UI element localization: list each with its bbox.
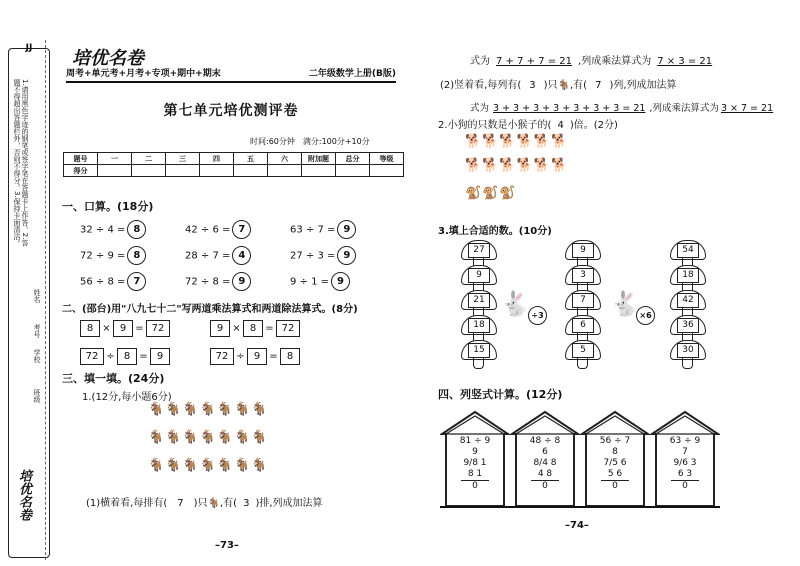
time-info: 时间:60分钟 满分:100分+10分 xyxy=(250,137,370,146)
oral-problem xyxy=(185,220,251,239)
score-header-row xyxy=(64,153,404,165)
equation-box[interactable]: 8 xyxy=(117,348,137,365)
score-header: 题号 xyxy=(64,153,98,165)
grade-label: 二年级数学上册(B版) xyxy=(308,69,396,79)
mushroom-value[interactable]: 15 xyxy=(468,343,490,358)
mushroom-cap xyxy=(565,240,601,260)
binding-code: JJ xyxy=(25,43,33,53)
page-number-right: –74– xyxy=(565,520,589,531)
section3-sub1: 1.(12分,每小题6分) xyxy=(82,392,172,403)
equation-box[interactable]: 9 xyxy=(150,348,170,365)
mushroom-cap xyxy=(670,265,706,285)
mushroom-cap xyxy=(565,290,601,310)
dog-icon: 🐕 xyxy=(550,134,569,149)
oral-question: 9 ÷ 1 = xyxy=(290,276,330,288)
house-content xyxy=(659,436,711,492)
house-quotient[interactable]: 8 xyxy=(612,447,618,457)
goat-array xyxy=(148,402,268,486)
house-remainder[interactable]: 0 xyxy=(682,481,688,491)
binding-field-id: 考号 xyxy=(33,324,41,338)
dog-icon: 🐕 xyxy=(465,134,483,149)
section2-title: 二、(邵台)用"八九七十二"写两道乘法算式和两道除法算式。(8分) xyxy=(62,304,358,315)
house-content xyxy=(449,436,501,492)
house-content xyxy=(589,436,641,492)
house-content xyxy=(519,436,571,492)
goat-icon: 🐐 xyxy=(251,430,269,445)
mushroom-value[interactable]: 36 xyxy=(677,318,699,333)
equation-operator: = xyxy=(139,351,148,362)
house-expression: 48 ÷ 8 xyxy=(529,436,561,446)
score-cell[interactable] xyxy=(200,165,234,177)
score-row xyxy=(64,165,404,177)
r-add-answer-1[interactable]: 7 + 7 + 7 = 21 xyxy=(496,56,573,67)
score-cell[interactable] xyxy=(234,165,268,177)
goat-icon: 🐐 xyxy=(233,430,252,445)
dog-icon: 🐕 xyxy=(482,158,500,173)
equation-operator: ÷ xyxy=(106,351,115,362)
r-line1 xyxy=(470,52,712,67)
house-product[interactable]: 8 1 xyxy=(461,469,489,481)
goat-icon: 🐐 xyxy=(251,402,269,417)
r-text: )列,列成加法算 xyxy=(609,80,677,91)
house-remainder[interactable]: 0 xyxy=(542,481,548,491)
equation-operator: × xyxy=(102,323,111,334)
r-mul-answer-1[interactable]: 7 × 3 = 21 xyxy=(657,56,713,67)
score-cell[interactable] xyxy=(98,165,132,177)
oral-answer[interactable]: 9 xyxy=(331,272,350,291)
binding-field-school: 学校 xyxy=(33,349,41,363)
oral-answer[interactable]: 9 xyxy=(337,246,356,265)
house-dividend[interactable]: 9/8 1 xyxy=(463,458,487,468)
mushroom-value[interactable]: 27 xyxy=(468,243,490,258)
mushroom-cap xyxy=(461,265,497,285)
oral-answer[interactable]: 8 xyxy=(127,246,146,265)
mushroom-value[interactable]: 7 xyxy=(572,293,594,308)
equation xyxy=(80,346,170,365)
oral-answer[interactable]: 8 xyxy=(127,220,146,239)
mushroom xyxy=(565,340,599,370)
house-dividend[interactable]: 7/5 6 xyxy=(603,458,627,468)
mushroom-value[interactable]: 9 xyxy=(572,243,594,258)
score-cell[interactable] xyxy=(132,165,166,177)
goat-row xyxy=(148,458,268,474)
equation-box[interactable]: 8 xyxy=(243,320,263,337)
series-subtitle: 周考+单元考+月考+专项+期中+期末 xyxy=(66,69,221,79)
equation-box[interactable]: 72 xyxy=(276,320,300,337)
equation-box[interactable]: 72 xyxy=(210,348,234,365)
score-header: 四 xyxy=(200,153,234,165)
oral-question: 63 ÷ 7 = xyxy=(290,224,336,236)
equation-box[interactable]: 9 xyxy=(113,320,133,337)
rabbit-icon: 🐇 xyxy=(500,290,530,318)
equation-box[interactable]: 8 xyxy=(80,320,100,337)
mushroom-cap xyxy=(461,290,497,310)
dog-icon: 🐕 xyxy=(499,134,517,149)
mushroom-value[interactable]: 18 xyxy=(677,268,699,283)
score-cell[interactable] xyxy=(336,165,370,177)
equation-box[interactable]: 9 xyxy=(210,320,230,337)
oral-question: 72 ÷ 9 = xyxy=(80,250,126,262)
binding-logo: 培优名卷 xyxy=(16,469,31,521)
monkey-icon: 🐒 xyxy=(499,186,517,201)
r-text: (2)竖着看,每列有( xyxy=(440,80,522,91)
equation-operator: = xyxy=(269,351,278,362)
oral-question: 42 ÷ 6 = xyxy=(185,224,231,236)
monkey-icon: 🐒 xyxy=(465,186,483,201)
dog-icon: 🐕 xyxy=(533,134,551,149)
oral-problem xyxy=(185,272,251,291)
mushroom-cap xyxy=(670,340,706,360)
house-expression: 63 ÷ 9 xyxy=(669,436,701,446)
goat-row xyxy=(148,402,268,418)
binding-strip xyxy=(8,43,50,558)
dog-icon: 🐕 xyxy=(533,158,551,173)
mushroom-cap xyxy=(461,315,497,335)
section3-title: 三、填一填。(24分) xyxy=(62,372,165,385)
binding-notes: 1.请用黑色字迹的钢笔或签字笔在答题卡上作答。2.答题不得超出答题栏外，否则不得分。3.保持卡面清洁。 xyxy=(13,79,29,247)
score-header: 三 xyxy=(166,153,200,165)
equation-operator: = xyxy=(265,323,274,334)
house-dividend[interactable]: 8/4 8 xyxy=(533,458,557,468)
oral-answer[interactable]: 4 xyxy=(232,246,251,265)
equation-box[interactable]: 72 xyxy=(80,348,104,365)
op-divide-3: ÷3 xyxy=(528,306,547,325)
header-bar xyxy=(66,66,396,83)
mushroom-value[interactable]: 30 xyxy=(677,343,699,358)
dog-row xyxy=(465,158,585,174)
dog-icon: 🐕 xyxy=(516,134,534,149)
r-text: ,有( xyxy=(569,80,588,91)
r-text: )只 xyxy=(543,80,558,91)
mushroom-cap xyxy=(461,340,497,360)
house-remainder[interactable]: 0 xyxy=(612,481,618,491)
goat-icon: 🐐 xyxy=(199,402,217,417)
goat-icon: 🐐 xyxy=(182,430,200,445)
oral-answer[interactable]: 7 xyxy=(127,272,146,291)
mushroom-stem xyxy=(682,358,693,369)
section4-title: 四、列竖式计算。(12分) xyxy=(438,388,563,401)
score-header: 总分 xyxy=(336,153,370,165)
oral-question: 72 ÷ 8 = xyxy=(185,276,231,288)
monkey-icon: 🐒 xyxy=(482,186,500,201)
oral-problem xyxy=(80,272,146,291)
equation-operator: = xyxy=(135,323,144,334)
brand-logo: 培优名卷 xyxy=(72,48,144,69)
dog-icon: 🐕 xyxy=(516,158,534,173)
goat-icon: 🐐 xyxy=(233,458,252,473)
mushroom-value[interactable]: 9 xyxy=(468,268,490,283)
mushroom-cap xyxy=(670,240,706,260)
mushroom-cap xyxy=(565,340,601,360)
mushroom-value[interactable]: 54 xyxy=(677,243,699,258)
r-mul-answer-2[interactable]: 3 × 7 = 21 xyxy=(720,103,774,114)
q1-text: )排,列成加法算 xyxy=(255,498,323,509)
goat-icon: 🐐 xyxy=(216,430,234,445)
score-cell[interactable] xyxy=(268,165,302,177)
q2-text: 2.小狗的只数是小猴子的( xyxy=(438,120,552,131)
house-expression: 56 ÷ 7 xyxy=(599,436,631,446)
equation-operator: ÷ xyxy=(236,351,245,362)
r-text: 式为 xyxy=(470,56,490,67)
house-quotient[interactable]: 6 xyxy=(542,447,548,457)
q2-blank[interactable]: 4 xyxy=(557,120,564,131)
house-expression: 81 ÷ 9 xyxy=(459,436,491,446)
goat-icon: 🐐 xyxy=(148,430,166,445)
score-header: 一 xyxy=(98,153,132,165)
q3-title: 3.填上合适的数。(10分) xyxy=(438,226,552,237)
mushroom-value[interactable]: 21 xyxy=(468,293,490,308)
score-header: 五 xyxy=(234,153,268,165)
mushroom-cap xyxy=(670,315,706,335)
r-blank-cols[interactable]: 7 xyxy=(595,80,602,91)
equation-box[interactable]: 9 xyxy=(247,348,267,365)
mushroom-value[interactable]: 5 xyxy=(572,343,594,358)
oral-problem xyxy=(80,246,146,265)
goat-icon: 🐐 xyxy=(233,402,252,417)
house-product[interactable]: 4 8 xyxy=(531,469,559,481)
r-add-answer-2[interactable]: 3 + 3 + 3 + 3 + 3 + 3 + 3 = 21 xyxy=(493,103,646,114)
mushroom xyxy=(461,340,495,370)
oral-answer[interactable]: 9 xyxy=(337,220,356,239)
goat-icon: 🐐 xyxy=(207,498,220,509)
r-line3 xyxy=(470,100,773,114)
q1-text: ,有( xyxy=(219,498,238,509)
goat-icon: 🐐 xyxy=(216,458,234,473)
house-quotient[interactable]: 7 xyxy=(682,447,688,457)
mushroom-cap xyxy=(565,265,601,285)
oral-question: 28 ÷ 7 = xyxy=(185,250,231,262)
oral-problem xyxy=(290,220,356,239)
mushroom-cap xyxy=(461,240,497,260)
oral-question: 56 ÷ 8 = xyxy=(80,276,126,288)
goat-icon: 🐐 xyxy=(199,458,217,473)
r-blank-per-col[interactable]: 3 xyxy=(529,80,536,91)
oral-problem xyxy=(80,220,146,239)
house-product[interactable]: 6 3 xyxy=(671,469,699,481)
r-text: ,列成乘法算式为 xyxy=(649,103,719,114)
house-quotient[interactable]: 9 xyxy=(472,447,478,457)
house-dividend[interactable]: 9/6 3 xyxy=(673,458,697,468)
oral-answer[interactable]: 7 xyxy=(232,220,251,239)
score-cell[interactable] xyxy=(166,165,200,177)
mushroom xyxy=(670,340,704,370)
q2-text: )倍。(2分) xyxy=(569,120,618,131)
mushroom-value[interactable]: 42 xyxy=(677,293,699,308)
score-row-label: 得分 xyxy=(64,165,98,177)
monkey-array xyxy=(465,186,517,202)
op-times-6: ×6 xyxy=(636,306,655,325)
score-header: 六 xyxy=(268,153,302,165)
equation-operator: × xyxy=(232,323,241,334)
equation-box[interactable]: 8 xyxy=(280,348,300,365)
calc-house xyxy=(650,410,734,510)
oral-question: 27 ÷ 3 = xyxy=(290,250,336,262)
binding-field-class: 班级 xyxy=(33,389,41,403)
oral-answer[interactable]: 9 xyxy=(232,272,251,291)
q1-text: (1)横着看,每排有( xyxy=(86,498,168,509)
goat-row xyxy=(148,430,268,446)
goat-icon: 🐐 xyxy=(148,458,166,473)
goat-icon: 🐐 xyxy=(557,80,570,91)
r-line2 xyxy=(440,76,677,91)
house-product[interactable]: 5 6 xyxy=(601,469,629,481)
house-remainder[interactable]: 0 xyxy=(472,481,478,491)
oral-problem xyxy=(290,272,350,291)
r-text: ,列成乘法算式为 xyxy=(578,56,652,67)
goat-icon: 🐐 xyxy=(148,402,166,417)
score-header: 等级 xyxy=(370,153,404,165)
goat-icon: 🐐 xyxy=(199,430,217,445)
goat-icon: 🐐 xyxy=(165,402,183,417)
equation xyxy=(80,318,170,337)
mushroom-cap xyxy=(670,290,706,310)
equation-box[interactable]: 72 xyxy=(146,320,170,337)
score-header: 附加题 xyxy=(302,153,336,165)
page-title: 第七单元培优测评卷 xyxy=(163,103,299,119)
oral-problem xyxy=(185,246,251,265)
mushroom-value[interactable]: 18 xyxy=(468,318,490,333)
dog-array xyxy=(465,134,585,182)
mushroom-stem xyxy=(473,358,484,369)
mushroom-value[interactable]: 6 xyxy=(572,318,594,333)
score-cell[interactable] xyxy=(302,165,336,177)
ground-line xyxy=(440,506,720,508)
score-table xyxy=(63,152,404,177)
rabbit-icon: 🐇 xyxy=(610,290,640,318)
dog-icon: 🐕 xyxy=(465,158,483,173)
mushroom-value[interactable]: 3 xyxy=(572,268,594,283)
score-header: 二 xyxy=(132,153,166,165)
mushroom-stem xyxy=(577,358,588,369)
q1-blank-per-row[interactable]: 7 xyxy=(177,498,184,509)
goat-icon: 🐐 xyxy=(182,402,200,417)
equation xyxy=(210,318,300,337)
q1-blank-rows[interactable]: 3 xyxy=(243,498,250,509)
goat-icon: 🐐 xyxy=(165,458,183,473)
goat-icon: 🐐 xyxy=(182,458,200,473)
dog-icon: 🐕 xyxy=(499,158,517,173)
goat-icon: 🐐 xyxy=(165,430,183,445)
oral-problem xyxy=(290,246,356,265)
q1-text: )只 xyxy=(193,498,208,509)
goat-icon: 🐐 xyxy=(216,402,234,417)
page-number-left: –73– xyxy=(215,540,239,551)
mushroom-cap xyxy=(565,315,601,335)
binding-field-name: 姓名 xyxy=(33,289,41,303)
dog-icon: 🐕 xyxy=(550,158,569,173)
section1-title: 一、口算。(18分) xyxy=(62,200,154,213)
dog-icon: 🐕 xyxy=(482,134,500,149)
dog-row xyxy=(465,134,585,150)
q2-line xyxy=(438,116,618,131)
oral-question: 32 ÷ 4 = xyxy=(80,224,126,236)
goat-icon: 🐐 xyxy=(251,458,269,473)
score-cell[interactable] xyxy=(370,165,404,177)
q1-line xyxy=(86,494,323,509)
r-text: 式为 xyxy=(470,103,490,114)
equation xyxy=(210,346,300,365)
